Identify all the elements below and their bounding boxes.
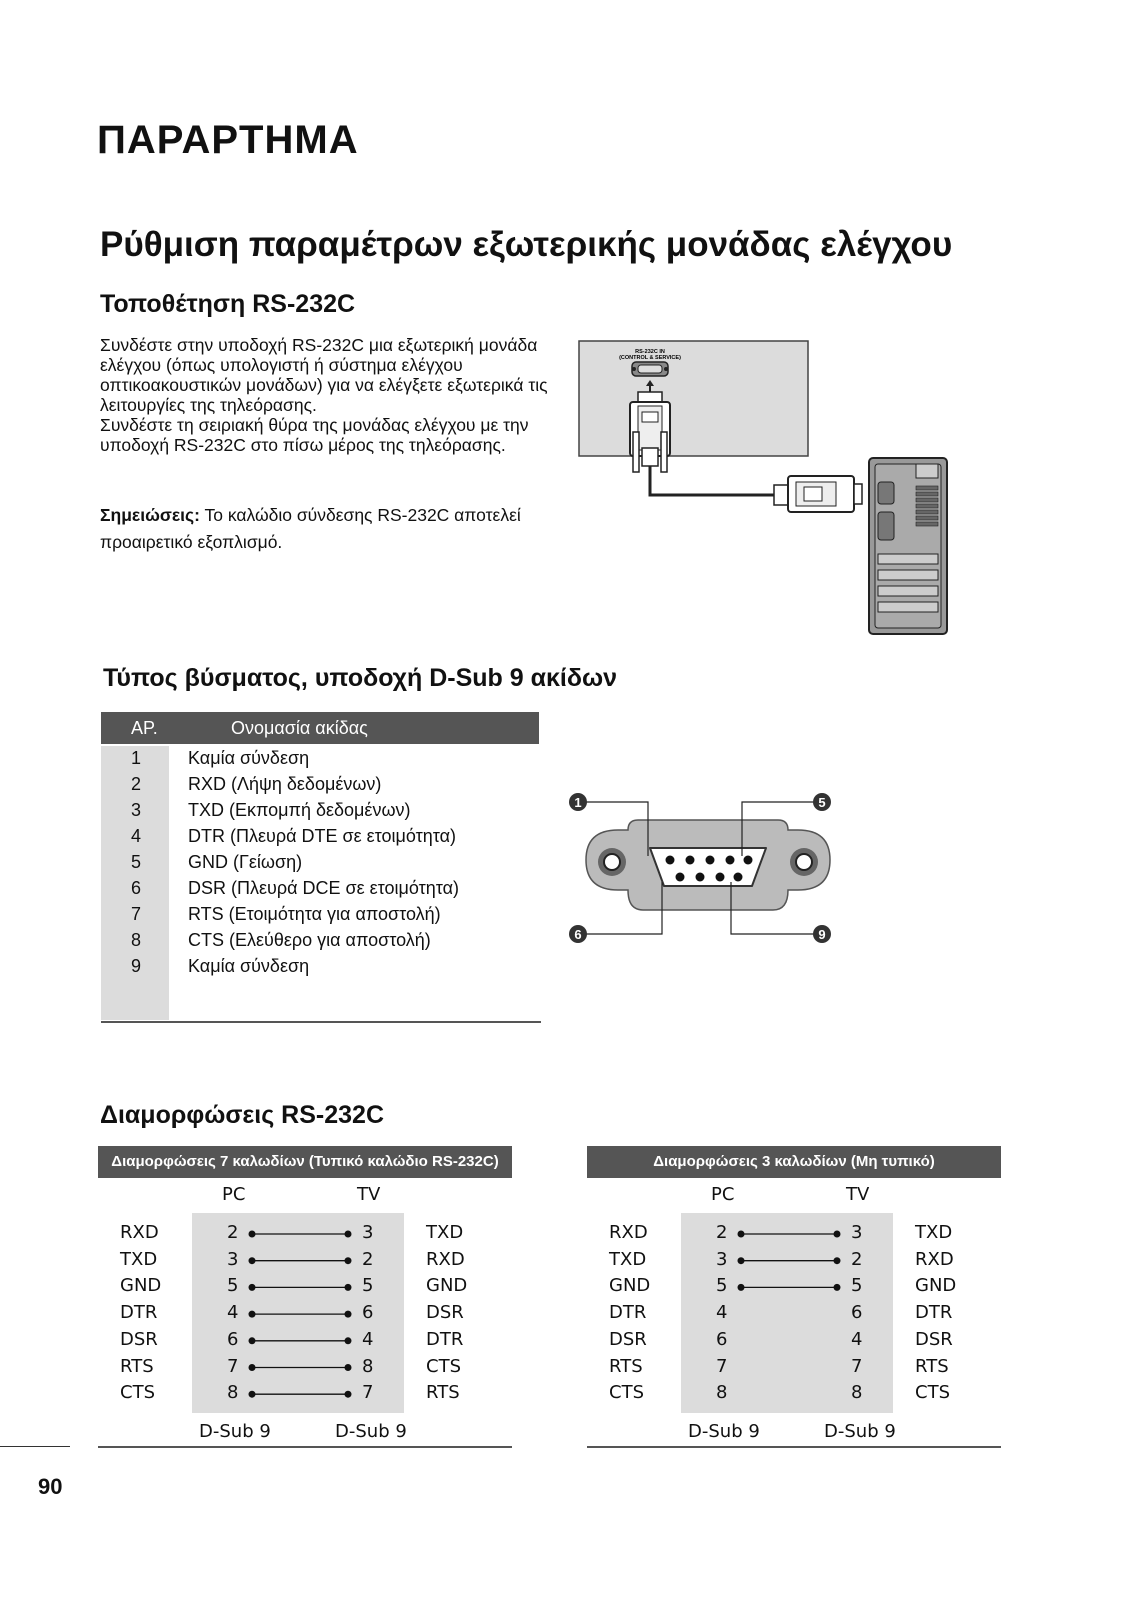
tv-signal: TXD [915, 1222, 953, 1243]
tv-pin: 4 [362, 1328, 374, 1350]
cable-line [650, 466, 788, 495]
pin-name: RXD (Λήψη δεδομένων) [188, 774, 382, 794]
pc-signal: RTS [120, 1355, 154, 1377]
intro-para-2: Συνδέστε τη σειριακή θύρα της μονάδας ελέγχου με την υποδοχή RS-232C στο πίσω μέρος της τηλεόρασης. [100, 415, 529, 455]
tv-pin: 8 [362, 1355, 374, 1377]
tv-label: TV [357, 1184, 381, 1205]
pc-label: PC [711, 1184, 735, 1205]
page-rule [0, 1446, 70, 1447]
svg-text:9: 9 [818, 927, 826, 942]
tv-pin: 5 [851, 1275, 863, 1297]
pc-pin: 6 [227, 1328, 239, 1350]
dsub9-diagram [574, 790, 853, 950]
tv-pin: 7 [362, 1382, 374, 1404]
pc-signal: TXD [120, 1248, 158, 1270]
page-number: 90 [38, 1474, 63, 1499]
callout-1 [569, 793, 587, 811]
wire-connection [738, 1231, 841, 1238]
footer-tv: D-Sub 9 [335, 1421, 407, 1442]
pin-name: DTR (Πλευρά DTE σε ετοιμότητα) [188, 826, 457, 846]
connection-illustration [578, 340, 978, 650]
pin-9 [734, 873, 743, 882]
pin-number: 8 [131, 930, 142, 950]
tv-signal: TXD [426, 1222, 464, 1243]
pin-1 [666, 856, 675, 865]
page-title: ΠΑΡΑΡΤΗΜΑ [97, 118, 359, 162]
pc-pin: 7 [716, 1355, 728, 1377]
tv-pin: 6 [851, 1302, 863, 1324]
config-title: Διαμορφώσεις 7 καλωδίων (Τυπικό καλώδιο RS-232C) [98, 1146, 512, 1178]
dsub-plug-icon [630, 392, 670, 472]
connector-heading: Τύπος βύσματος, υποδοχή D-Sub 9 ακίδων [103, 664, 618, 692]
pin-7 [696, 873, 705, 882]
pc-signal: DTR [609, 1302, 647, 1324]
tv-signal: DSR [426, 1302, 464, 1324]
tv-pin: 5 [362, 1275, 374, 1297]
footer-pc: D-Sub 9 [199, 1421, 271, 1442]
intro-para-1: Συνδέστε στην υποδοχή RS-232C μια εξωτερική μονάδα ελέγχου (όπως υπολογιστή ή σύστημα ελέγχου οπτικοακουστικών μονάδων) για να ελέγξετε εξωτερικά τις λειτουργίες της τηλεόρασης. [100, 335, 548, 415]
pin-8 [716, 873, 725, 882]
pc-signal: TXD [609, 1248, 647, 1270]
wire-connection [249, 1231, 352, 1238]
pc-pin: 5 [716, 1275, 728, 1297]
pc-signal: GND [120, 1275, 162, 1297]
pin-name: Καμία σύνδεση [188, 748, 310, 768]
pc-signal: CTS [120, 1382, 155, 1404]
footer-pc: D-Sub 9 [688, 1421, 760, 1442]
tv-pin: 6 [362, 1302, 374, 1324]
svg-text:6: 6 [574, 927, 582, 942]
wire-connection [738, 1257, 841, 1264]
note-label: Σημειώσεις: [100, 505, 200, 525]
pin-name: Καμία σύνδεση [188, 956, 310, 976]
tv-pin: 7 [851, 1355, 863, 1377]
pin-number: 3 [131, 800, 142, 820]
screw-right-icon [790, 848, 818, 876]
pc-pin: 3 [227, 1248, 239, 1270]
tv-pin: 3 [851, 1222, 863, 1243]
tv-pin: 2 [851, 1248, 863, 1270]
pin-number: 9 [131, 956, 142, 976]
tv-signal: GND [915, 1275, 957, 1297]
pc-signal: RXD [609, 1222, 648, 1243]
pin-number: 7 [131, 904, 142, 924]
pc-pin: 4 [227, 1302, 239, 1324]
pin-number: 6 [131, 878, 142, 898]
tv-pin: 3 [362, 1222, 374, 1243]
pin-number: 1 [131, 748, 142, 768]
wire-connection [738, 1284, 841, 1291]
callout-5 [813, 793, 831, 811]
pin-4 [726, 856, 735, 865]
callout-9 [813, 925, 831, 943]
port-label-2: (CONTROL & SERVICE) [619, 355, 681, 361]
pc-signal: DSR [120, 1328, 158, 1350]
pc-signal: DSR [609, 1328, 647, 1350]
pin-5 [744, 856, 753, 865]
col-no-label: ΑΡ. [131, 718, 158, 738]
section-title: Ρύθμιση παραμέτρων εξωτερικής μονάδας ελέγχου [100, 225, 953, 264]
pc-signal: RTS [609, 1355, 643, 1377]
pc-pin: 2 [227, 1222, 239, 1243]
pc-signal: GND [609, 1275, 651, 1297]
pin-name: DSR (Πλευρά DCE σε ετοιμότητα) [188, 878, 460, 898]
rs232-setup-heading: Τοποθέτηση RS-232C [100, 290, 356, 318]
pin-name: TXD (Εκπομπή δεδομένων) [188, 800, 411, 820]
dsub-plug-pc-icon [774, 476, 862, 512]
svg-text:1: 1 [574, 795, 582, 810]
pin-table-header [101, 712, 539, 744]
port-label-1: RS-232C IN [635, 349, 665, 355]
note [100, 502, 560, 556]
tv-signal: CTS [426, 1355, 461, 1377]
tv-pin: 4 [851, 1328, 863, 1350]
tv-pin: 8 [851, 1382, 863, 1404]
pc-pin: 5 [227, 1275, 239, 1297]
tv-label: TV [846, 1184, 870, 1205]
tv-signal: DSR [915, 1328, 953, 1350]
tv-back-panel [579, 341, 808, 456]
wire-connection [249, 1284, 352, 1291]
tv-signal: RXD [915, 1248, 954, 1270]
wire-connection [249, 1364, 352, 1371]
pc-pin: 3 [716, 1248, 728, 1270]
note-text: Το καλώδιο σύνδεσης RS-232C αποτελεί προαιρετικό εξοπλισμό. [100, 505, 521, 552]
pc-pin: 2 [716, 1222, 728, 1243]
wire-connection [249, 1337, 352, 1344]
svg-text:5: 5 [818, 795, 826, 810]
config-rule [587, 1446, 1001, 1448]
callout-6 [569, 925, 587, 943]
pin-name: CTS (Ελεύθερο για αποστολή) [188, 930, 431, 950]
pc-signal: CTS [609, 1382, 644, 1404]
pc-pin: 6 [716, 1328, 728, 1350]
pin-face [650, 848, 766, 886]
pin-number: 4 [131, 826, 142, 846]
pin-name: GND (Γείωση) [188, 852, 303, 872]
tv-signal: DTR [915, 1302, 953, 1324]
tv-signal: CTS [915, 1382, 950, 1404]
tv-signal: RTS [426, 1382, 460, 1404]
pin-number: 5 [131, 852, 142, 872]
pin-name: RTS (Ετοιμότητα για αποστολή) [188, 904, 441, 924]
footer-tv: D-Sub 9 [824, 1421, 896, 1442]
config-title: Διαμορφώσεις 3 καλωδίων (Μη τυπικό) [587, 1146, 1001, 1178]
tv-signal: GND [426, 1275, 468, 1297]
tv-signal: RTS [915, 1355, 949, 1377]
pc-pin: 7 [227, 1355, 239, 1377]
wire-connection [249, 1311, 352, 1318]
rs232-port-icon [632, 362, 668, 376]
pc-signal: DTR [120, 1302, 158, 1324]
pc-pin: 8 [227, 1382, 239, 1404]
configs-heading: Διαμορφώσεις RS-232C [100, 1101, 384, 1129]
col-name-label: Ονομασία ακίδας [231, 718, 368, 738]
pin-table-rule [101, 1021, 541, 1023]
pin-3 [706, 856, 715, 865]
wire-connection [249, 1391, 352, 1398]
pin-2 [686, 856, 695, 865]
pin-number: 2 [131, 774, 142, 794]
config-rule [98, 1446, 512, 1448]
tv-signal: DTR [426, 1328, 464, 1350]
screw-left-icon [598, 848, 626, 876]
pc-tower-icon [869, 458, 947, 634]
pc-label: PC [222, 1184, 246, 1205]
pin-6 [676, 873, 685, 882]
wire-connection [249, 1257, 352, 1264]
intro-text [100, 335, 560, 455]
pc-pin: 4 [716, 1302, 728, 1324]
pc-pin: 8 [716, 1382, 728, 1404]
pc-signal: RXD [120, 1222, 159, 1243]
tv-pin: 2 [362, 1248, 374, 1270]
tv-signal: RXD [426, 1248, 465, 1270]
